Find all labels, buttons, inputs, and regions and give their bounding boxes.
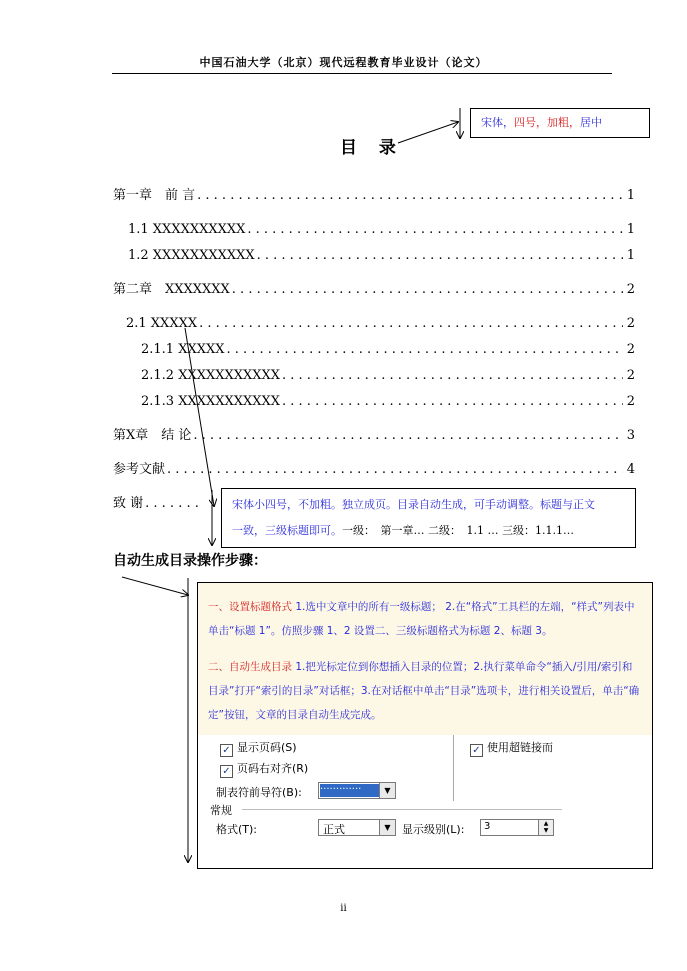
dialog-column-divider: [453, 735, 454, 801]
body-format-note-line2: 一致，三级标题即可。: [232, 524, 342, 537]
checkbox-checked-icon: ✓: [470, 744, 483, 757]
toc-entry-2-1-1: 2.1.1 XXXXX . . . 2: [141, 335, 635, 357]
formats-value: 正式: [323, 823, 345, 836]
title-format-note-size: 四号，加粗，: [514, 116, 580, 129]
toc-entry-2-1: 2.1 XXXXX . . . 2: [126, 309, 635, 331]
body-format-note-levels: 一级： 第一章… 二级： 1.1 … 三级：1.1.1…: [342, 524, 574, 537]
checkbox-checked-icon: ✓: [220, 744, 233, 757]
step-2: 二、自动生成目录 1.把光标定位到你想插入目录的位置；2.执行菜单命令“插入/引用/索引和目录”打开“索引的目录”对话框；3.在对话框中单击“目录”选项卡，进行相关设置后，单击“确定”按钮，文章的目录自动生成完成。: [208, 661, 640, 721]
chevron-down-icon: ▼: [379, 783, 395, 798]
toc-dialog-screenshot: [197, 582, 653, 869]
toc-title: 目 录: [340, 138, 404, 158]
toc-entry-references: 参考文献 . . . 4: [113, 455, 635, 477]
toc-entry-acknowledgements: 致 谢 . . .: [113, 489, 213, 511]
page-header: 中国石油大学（北京）现代远程教育毕业设计（论文）: [199, 56, 488, 69]
toc-entry-conclusion: 第X章 结 论 . . . 3: [113, 421, 635, 443]
right-align-page-numbers-checkbox[interactable]: ✓ 页码右对齐(R): [220, 760, 308, 778]
tab-leader-value: ·············: [320, 784, 380, 797]
steps-heading: 自动生成目录操作步骤：: [113, 553, 267, 569]
formats-label: 格式(T):: [216, 823, 258, 836]
use-hyperlinks-checkbox[interactable]: ✓ 使用超链接而: [470, 739, 553, 757]
general-group-rule: [242, 809, 562, 810]
spinner-arrows-icon[interactable]: ▲ ▼: [538, 820, 553, 835]
toc-entry-2-1-3: 2.1.3 XXXXXXXXXXX . . . 2: [141, 387, 635, 409]
title-format-note-font: 宋体，: [481, 116, 514, 129]
toc-entry-2-1-2: 2.1.2 XXXXXXXXXXX . . . 2: [141, 361, 635, 383]
steps-arrow-line: [122, 577, 188, 595]
toc-entry-chapter-1: 第一章 前 言 . . . 1: [113, 181, 635, 203]
step-1: 一、设置标题格式 1.选中文章中的所有一级标题； 2.在“格式”工具栏的左端，“样式”列表中单击“标题 1”。仿照步骤 1、2 设置二、三级标题格式为标题 2、标题 3。: [208, 601, 635, 637]
chevron-down-icon: ▼: [379, 820, 395, 835]
toc-entry-chapter-2: 第二章 XXXXXXX . . . 2: [113, 275, 635, 297]
toc-entry-1-1: 1.1 XXXXXXXXXX . . . 1: [128, 215, 635, 237]
instructions-panel: [198, 583, 652, 735]
checkbox-checked-icon: ✓: [220, 765, 233, 778]
body-format-note: [221, 488, 636, 548]
tab-leader-label: 制表符前导符(B):: [216, 786, 302, 799]
body-format-note-line1: 宋体小四号，不加粗。独立成页。目录自动生成，可手动调整。标题与正文: [232, 498, 595, 511]
page-number: ii: [340, 903, 347, 914]
toc-entry-1-2: 1.2 XXXXXXXXXXX . . . 1: [128, 241, 635, 263]
title-format-note-align: 居中: [580, 116, 602, 129]
show-page-numbers-checkbox[interactable]: ✓ 显示页码(S): [220, 739, 297, 757]
show-levels-value: 3: [484, 821, 491, 832]
general-group-label: 常规: [210, 804, 232, 817]
show-levels-label: 显示级别(L):: [402, 823, 465, 836]
show-levels-spinner[interactable]: [480, 819, 554, 836]
tab-leader-select[interactable]: [318, 782, 396, 799]
title-arrow-line: [398, 122, 458, 143]
formats-select[interactable]: [318, 819, 396, 836]
